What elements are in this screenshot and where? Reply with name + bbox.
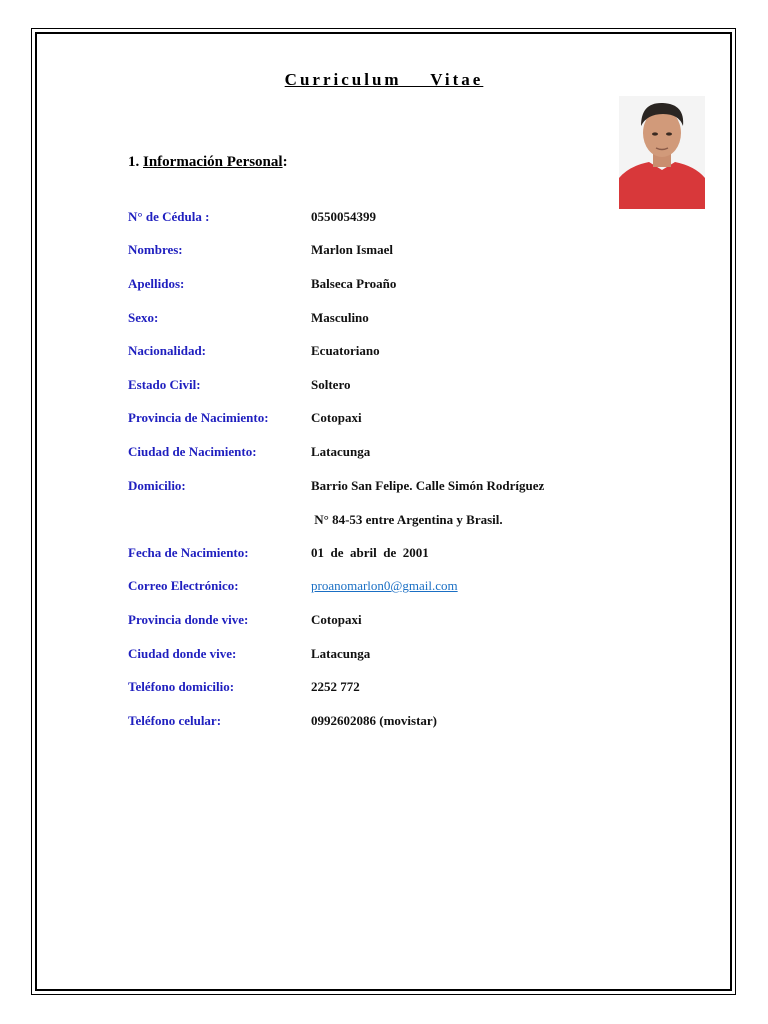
value-telefono-celular: 0992602086 (movistar) — [311, 713, 438, 728]
label-ciudad-vive: Ciudad donde vive: — [128, 646, 237, 661]
section-number: 1. — [128, 154, 140, 170]
label-apellidos: Apellidos: — [128, 276, 185, 291]
label-correo: Correo Electrónico: — [128, 578, 239, 593]
label-domicilio: Domicilio: — [128, 478, 186, 493]
value-apellidos: Balseca Proaño — [311, 276, 397, 291]
value-estado-civil: Soltero — [311, 377, 351, 392]
label-telefono-celular: Teléfono celular: — [128, 713, 222, 728]
value-sexo: Masculino — [311, 310, 369, 325]
value-ciudad-nacimiento: Latacunga — [311, 444, 371, 459]
value-domicilio: Barrio San Felipe. Calle Simón Rodríguez — [311, 478, 545, 493]
section-title: Información Personal — [143, 154, 283, 170]
document-title: Curriculum Vitae — [284, 70, 484, 89]
label-telefono-domicilio: Teléfono domicilio: — [128, 679, 235, 694]
value-cedula: 0550054399 — [311, 209, 376, 224]
label-fecha-nacimiento: Fecha de Nacimiento: — [128, 545, 249, 560]
value-fecha-nacimiento: 01 de abril de 2001 — [311, 545, 429, 560]
profile-photo — [619, 96, 705, 209]
label-cedula: N° de Cédula : — [128, 209, 210, 224]
section-colon: : — [282, 154, 288, 170]
label-nombres: Nombres: — [128, 242, 183, 257]
value-domicilio-line2: N° 84-53 entre Argentina y Brasil. — [311, 512, 503, 527]
value-provincia-vive: Cotopaxi — [311, 612, 362, 627]
label-sexo: Sexo: — [128, 310, 159, 325]
section-heading — [128, 154, 288, 171]
label-provincia-nacimiento: Provincia de Nacimiento: — [128, 410, 269, 425]
value-ciudad-vive: Latacunga — [311, 646, 371, 661]
value-nacionalidad: Ecuatoriano — [311, 343, 380, 358]
value-telefono-domicilio: 2252 772 — [311, 679, 360, 694]
value-nombres: Marlon Ismael — [311, 242, 393, 257]
label-ciudad-nacimiento: Ciudad de Nacimiento: — [128, 444, 257, 459]
label-provincia-vive: Provincia donde vive: — [128, 612, 249, 627]
email-link[interactable]: proanomarlon0@gmail.com — [311, 578, 458, 593]
label-nacionalidad: Nacionalidad: — [128, 343, 207, 358]
label-estado-civil: Estado Civil: — [128, 377, 201, 392]
value-provincia-nacimiento: Cotopaxi — [311, 410, 362, 425]
